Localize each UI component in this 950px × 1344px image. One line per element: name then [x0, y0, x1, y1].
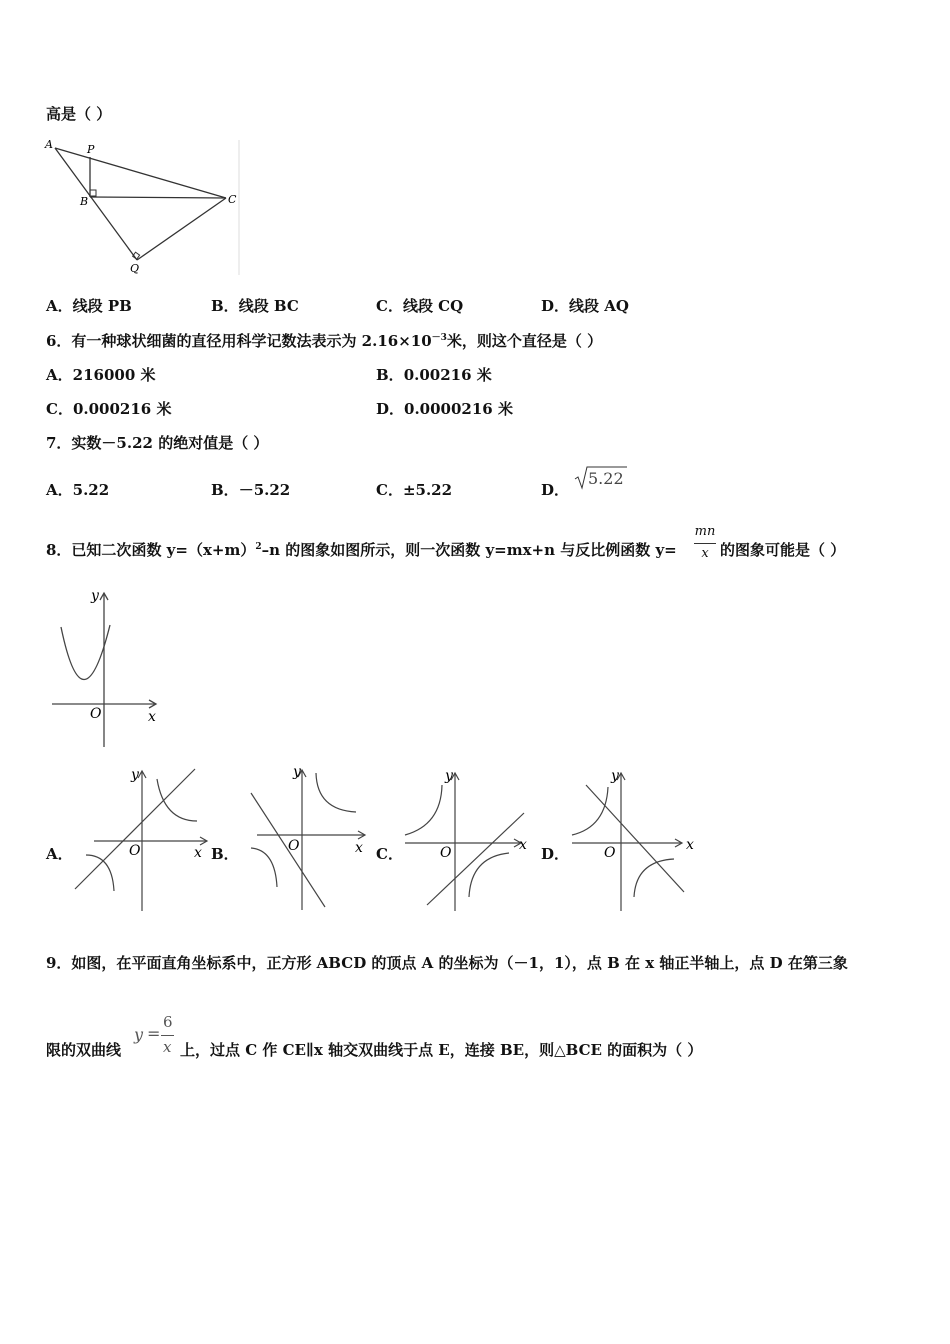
- q5-option-a: A．线段 PB: [46, 297, 132, 315]
- q9-line2-end: 上，过点 C 作 CE∥x 轴交双曲线于点 E，连接 BE，则△BCE 的面积为（ ）: [180, 1041, 703, 1059]
- svg-text:y: y: [293, 764, 301, 780]
- sqrt-value: 5.22: [588, 469, 624, 488]
- q8-option-a: A．: [46, 845, 73, 863]
- q6-stem: 6．有一种球状细菌的直径用科学记数法表示为 $2.16\times 10^{-3}$米，则这个直径是（ ）: [46, 332, 603, 350]
- formula-y: y: [134, 1025, 144, 1044]
- label-b: B: [80, 195, 89, 208]
- right-angle-mark-b: [90, 190, 96, 196]
- svg-text:O: O: [604, 845, 616, 861]
- q8-graph-a: [72, 765, 212, 913]
- y-label: y: [91, 588, 99, 604]
- formula-bar: [161, 1035, 174, 1036]
- parabola-curve: [61, 625, 110, 680]
- q6-option-a: A．216000 米: [46, 366, 156, 384]
- fraction-bar: [694, 543, 716, 544]
- svg-text:O: O: [129, 843, 141, 859]
- svg-text:y: y: [131, 767, 139, 783]
- fraction-denominator: x: [701, 546, 709, 561]
- formula-numerator: 6: [163, 1013, 173, 1031]
- segment-aq: [55, 148, 137, 260]
- q5-option-b: B．线段 BC: [211, 297, 299, 315]
- q8-option-d: D．: [541, 845, 570, 863]
- svg-text:O: O: [288, 838, 300, 854]
- q6-option-c: C．0.000216 米: [46, 400, 172, 418]
- label-c: C: [228, 193, 237, 206]
- q5-option-d: D．线段 AQ: [541, 297, 629, 315]
- q6-option-b: B．0.00216 米: [376, 366, 492, 384]
- fraction-numerator: mn: [694, 524, 716, 539]
- q9-formula: [132, 1014, 178, 1060]
- q8-option-c: C．: [376, 845, 403, 863]
- q7-stem: 7．实数－5.22 的绝对值是（ ）: [46, 434, 269, 452]
- q8-option-b: B．: [211, 845, 239, 863]
- q5-triangle-figure: [40, 135, 245, 280]
- label-q: Q: [130, 262, 140, 275]
- segment-ac: [55, 148, 226, 198]
- svg-text:y: y: [611, 768, 619, 784]
- formula-equals: =: [147, 1024, 161, 1043]
- q9-line1: 9．如图，在平面直角坐标系中，正方形 ABCD 的顶点 A 的坐标为（－1，1），点 B 在 x 轴正半轴上，点 D 在第三象: [46, 954, 848, 972]
- q6-option-d: D．0.0000216 米: [376, 400, 513, 418]
- label-p: P: [87, 143, 95, 156]
- x-label: x: [148, 709, 156, 725]
- svg-text:x: x: [686, 837, 694, 853]
- q5-option-c: C．线段 CQ: [376, 297, 464, 315]
- label-a: A: [45, 138, 53, 151]
- q5-stem-tail: 高是（ ）: [46, 105, 112, 123]
- q8-graph-b: [243, 760, 373, 912]
- q9-line2-start: 限的双曲线: [46, 1041, 122, 1059]
- segment-bc: [90, 197, 226, 198]
- q8-fraction: [692, 524, 718, 566]
- svg-text:x: x: [355, 840, 363, 856]
- q8-stem: 8．已知二次函数 $y=(x+m)^2-n$ 的图象如图所示，则一次函数 y=mx+n 与反比例函数 y=: [46, 541, 677, 559]
- q7-option-d: D．: [541, 481, 570, 499]
- q8-stem-end: 的图象可能是（ ）: [720, 541, 846, 559]
- q7-option-c: C．±5.22: [376, 481, 453, 499]
- svg-text:O: O: [440, 845, 452, 861]
- q7-option-a: A．5.22: [46, 481, 110, 499]
- q8-graph-c: [403, 765, 535, 913]
- svg-text:x: x: [519, 837, 527, 853]
- svg-text:y: y: [445, 768, 453, 784]
- q7-option-b: B．－5.22: [211, 481, 291, 499]
- q8-parabola-figure: [48, 585, 168, 750]
- q8-graph-d: [568, 765, 700, 913]
- segment-cq: [137, 198, 226, 260]
- origin-label: O: [90, 706, 102, 722]
- svg-text:x: x: [194, 845, 202, 861]
- formula-denominator: x: [163, 1038, 172, 1056]
